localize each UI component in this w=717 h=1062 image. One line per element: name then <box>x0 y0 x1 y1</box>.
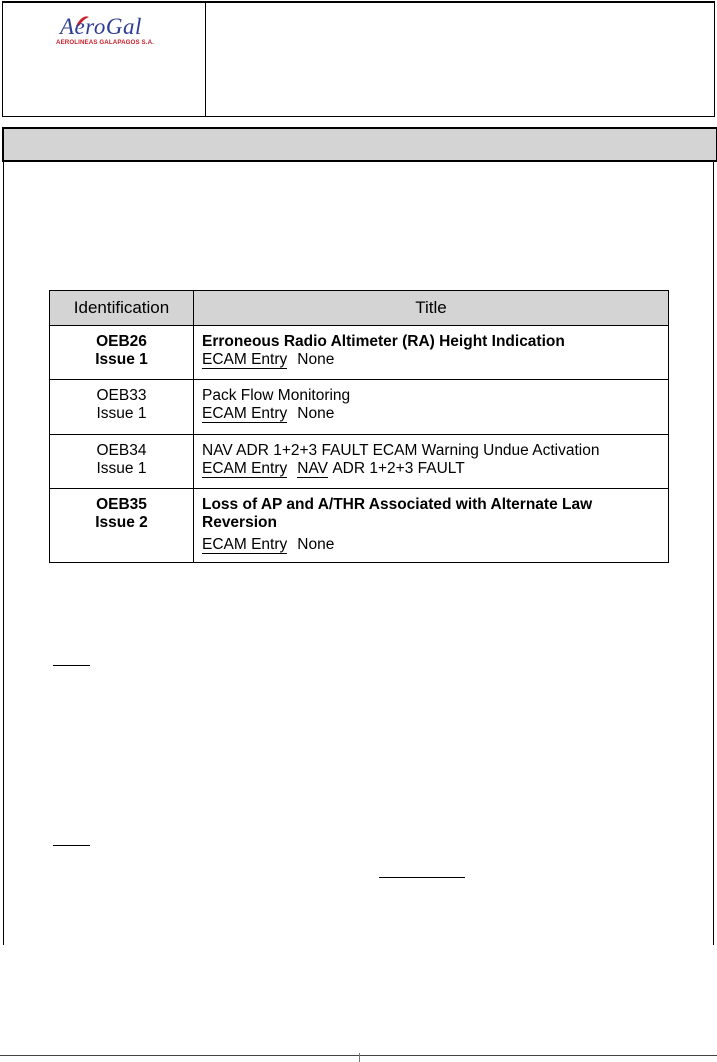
section-header-bar <box>2 127 717 162</box>
header-divider <box>205 1 206 117</box>
identification-cell <box>50 435 194 489</box>
ecam-entry-line <box>202 536 662 554</box>
oeb-id: OEB26 <box>96 333 147 350</box>
header-right-border <box>714 1 715 117</box>
body-left-border <box>3 160 4 945</box>
oeb-title: NAV ADR 1+2+3 FAULT ECAM Warning Undue Activation <box>202 442 600 459</box>
logo-wordmark: AeroGal <box>60 14 142 39</box>
ecam-entry-prefix: NAV <box>297 460 328 477</box>
ecam-entry-value: ADR 1+2+3 FAULT <box>332 460 465 477</box>
ecam-entry-label: ECAM Entry <box>202 460 288 477</box>
ecam-entry-line <box>202 405 662 423</box>
title-cell <box>194 380 669 435</box>
column-header-title: Title <box>194 291 669 326</box>
ecam-entry-label: ECAM Entry <box>202 351 288 368</box>
table-row <box>50 326 669 380</box>
oeb-title: Loss of AP and A/THR Associated with Alternate Law Reversion <box>202 496 593 531</box>
oeb-issue: Issue 1 <box>96 460 147 477</box>
header-top-border <box>2 1 715 3</box>
note-underline <box>53 665 90 666</box>
table-header-row <box>50 291 669 326</box>
ecam-entry-line <box>202 460 662 478</box>
ecam-entry-label: ECAM Entry <box>202 536 288 553</box>
identification-cell <box>50 326 194 380</box>
oeb-id: OEB34 <box>96 442 147 459</box>
body-right-border <box>713 160 714 945</box>
ecam-entry-value: None <box>297 351 335 368</box>
footer-divider <box>359 1053 360 1062</box>
oeb-title: Pack Flow Monitoring <box>202 387 351 404</box>
aerogal-logo <box>40 10 190 60</box>
ecam-entry-value: None <box>297 405 335 422</box>
ecam-entry-value: None <box>297 536 335 553</box>
oeb-issue: Issue 1 <box>95 351 148 368</box>
note-underline <box>53 845 90 846</box>
header-left-border <box>2 1 3 117</box>
identification-cell <box>50 489 194 563</box>
oeb-table <box>49 290 669 563</box>
table-row <box>50 435 669 489</box>
reference-underline <box>379 877 465 878</box>
oeb-id: OEB33 <box>96 387 147 404</box>
header-bottom-border <box>2 116 715 117</box>
logo-tagline: AEROLINEAS GALAPAGOS S.A. <box>56 39 154 46</box>
title-cell <box>194 489 669 563</box>
ecam-entry-label: ECAM Entry <box>202 405 288 422</box>
oeb-issue: Issue 2 <box>95 514 148 531</box>
ecam-entry-line <box>202 351 662 369</box>
oeb-id: OEB35 <box>96 496 147 513</box>
table-row <box>50 380 669 435</box>
table-row <box>50 489 669 563</box>
title-cell <box>194 435 669 489</box>
title-cell <box>194 326 669 380</box>
oeb-issue: Issue 1 <box>96 405 147 422</box>
column-header-identification: Identification <box>50 291 194 326</box>
identification-cell <box>50 380 194 435</box>
oeb-title: Erroneous Radio Altimeter (RA) Height Indication <box>202 333 565 350</box>
